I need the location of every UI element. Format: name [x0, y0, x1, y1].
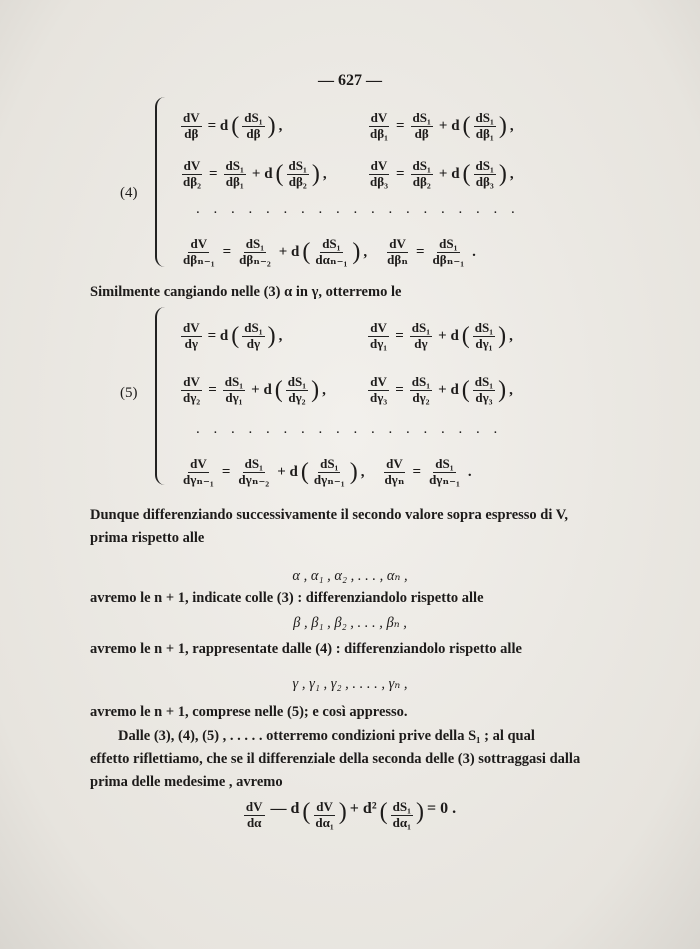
numerator: dS₁ — [475, 157, 494, 173]
fraction — [474, 159, 496, 190]
left-brace — [155, 97, 165, 267]
equation-label: (4) — [120, 185, 138, 201]
fraction — [474, 111, 496, 142]
numerator: dV — [183, 157, 201, 173]
operator: + d — [251, 381, 272, 398]
fraction — [385, 237, 410, 268]
equation — [365, 159, 517, 190]
fraction — [181, 111, 202, 142]
fraction — [427, 457, 462, 488]
operator: = — [208, 165, 218, 182]
operator: = — [395, 117, 405, 134]
fraction — [223, 375, 245, 406]
close-paren: ) — [267, 113, 276, 139]
operator: = — [222, 243, 232, 260]
equation — [365, 111, 517, 142]
numerator: dS₁ — [225, 157, 244, 173]
denominator: dβ₃ — [370, 173, 388, 189]
operator: + d — [438, 165, 460, 182]
close-paren: ) — [498, 161, 507, 187]
ellipsis-row: . . . . . . . . . . . . . . . . . . — [196, 421, 503, 437]
denominator: dγₙ₋₂ — [238, 471, 270, 487]
equation — [382, 237, 479, 268]
denominator: dβ₂ — [412, 173, 431, 189]
paragraph-line: Dunque differenziando successivamente il secondo valore sopra espresso di V, — [90, 507, 568, 523]
fraction — [391, 800, 413, 831]
operator: , — [509, 117, 514, 134]
numerator: dS₁ — [322, 235, 341, 251]
denominator: dβ — [414, 125, 429, 141]
equation — [178, 159, 353, 190]
numerator: dS₁ — [411, 319, 431, 335]
denominator: dγ — [184, 335, 198, 351]
operator: = — [415, 243, 425, 260]
operator: . — [467, 463, 472, 480]
fraction — [242, 111, 264, 142]
open-paren: ( — [300, 459, 309, 485]
paragraph-line: avremo le n + 1, rappresentate dalle (4) : differenziandolo rispetto alle — [90, 641, 522, 657]
numerator: dS₁ — [439, 235, 458, 251]
numerator: dV — [370, 157, 388, 173]
operator: = d — [207, 117, 229, 134]
close-paren: ) — [498, 323, 507, 349]
fraction — [473, 375, 495, 406]
denominator: dβ₃ — [475, 173, 494, 189]
close-paren: ) — [416, 799, 424, 825]
denominator: dβ₁ — [225, 173, 244, 189]
numerator: dV — [370, 373, 387, 389]
operator: . — [472, 243, 476, 260]
open-paren: ( — [462, 161, 471, 187]
paragraph-line: Similmente cangiando nelle (3) α in γ, otterremo le — [90, 284, 402, 300]
left-brace — [155, 307, 165, 485]
beta-list: β , β₁ , β₂ , . . . , βₙ , — [293, 615, 407, 631]
operator: + d — [277, 463, 298, 480]
equation-row — [178, 313, 516, 359]
open-paren: ( — [274, 377, 283, 403]
numerator: dS₁ — [411, 373, 431, 389]
fraction — [473, 321, 495, 352]
open-paren: ( — [379, 799, 388, 825]
fraction — [368, 111, 390, 142]
equation-row — [178, 449, 475, 495]
denominator: dγ — [414, 335, 428, 351]
equation-row — [178, 229, 479, 275]
close-paren: ) — [352, 239, 361, 265]
equation — [178, 457, 367, 488]
close-paren: ) — [311, 161, 320, 187]
denominator: dγ₂ — [288, 389, 306, 405]
denominator: dβ — [246, 125, 261, 141]
fraction — [312, 457, 347, 488]
numerator: dS₁ — [412, 157, 431, 173]
denominator: dγ₁ — [475, 335, 493, 351]
numerator: dV — [183, 373, 200, 389]
numerator: dV — [183, 109, 200, 125]
equation — [178, 111, 353, 142]
operator: = — [395, 381, 404, 398]
denominator: dβ₁ — [475, 125, 494, 141]
denominator: dγ₃ — [370, 389, 388, 405]
final-equation — [0, 800, 700, 831]
open-paren: ( — [231, 113, 240, 139]
numerator: dV — [245, 799, 263, 814]
gamma-list: γ , γ₁ , γ₂ , . . . . , γₙ , — [292, 676, 408, 692]
numerator: dS₁ — [288, 157, 307, 173]
numerator: dV — [389, 235, 406, 251]
paragraph-line: avremo le n + 1, indicate colle (3) : differenziandolo rispetto alle — [90, 590, 484, 606]
denominator: dα — [246, 814, 262, 830]
denominator: dα₁ — [315, 814, 334, 830]
page-number: — 627 — — [318, 72, 382, 89]
fraction — [410, 375, 432, 406]
fraction — [410, 321, 432, 352]
fraction — [181, 159, 203, 190]
operator: , — [509, 165, 514, 182]
denominator: dγ — [246, 335, 261, 351]
operator: , — [509, 381, 513, 398]
paragraph-line: Dalle (3), (4), (5) , . . . . . otterremo condizioni prive della S₁ ; al qual — [118, 728, 535, 744]
equation-row — [178, 151, 517, 197]
numerator: dS₁ — [475, 109, 494, 125]
open-paren: ( — [462, 113, 471, 139]
numerator: dV — [183, 319, 200, 335]
denominator: dβ₂ — [183, 173, 201, 189]
paragraph-line: prima rispetto alle — [90, 530, 205, 546]
equation — [365, 321, 516, 352]
operator: — d — [270, 800, 300, 817]
operator: , — [322, 381, 326, 398]
denominator: dγ₁ — [370, 335, 388, 351]
denominator: dγ₂ — [412, 389, 430, 405]
denominator: dβ₁ — [370, 125, 388, 141]
fraction — [313, 800, 335, 831]
close-paren: ) — [349, 459, 358, 485]
ellipsis-row: . . . . . . . . . . . . . . . . . . . — [196, 201, 520, 217]
equation — [178, 321, 353, 352]
fraction — [411, 159, 433, 190]
fraction — [368, 159, 390, 190]
paragraph-line: effetto riflettiamo, che se il differenziale della seconda delle (3) sottraggasi dalla — [90, 751, 581, 767]
denominator: dγ₃ — [475, 389, 493, 405]
paragraph-line: avremo le n + 1, comprese nelle (5); e così appresso. — [90, 704, 408, 720]
operator: = 0 . — [427, 800, 457, 817]
numerator: dV — [316, 799, 333, 814]
fraction — [181, 375, 202, 406]
denominator: dβₙ — [387, 251, 408, 267]
fraction — [313, 237, 349, 268]
operator: = — [221, 463, 231, 480]
numerator: dS₁ — [287, 373, 307, 389]
open-paren: ( — [302, 239, 311, 265]
numerator: dS₁ — [412, 109, 431, 125]
operator: = — [395, 165, 405, 182]
numerator: dS₁ — [244, 319, 263, 335]
operator: + d — [438, 117, 460, 134]
close-paren: ) — [498, 377, 507, 403]
fraction — [236, 457, 271, 488]
numerator: dS₁ — [244, 109, 263, 125]
equation — [365, 375, 516, 406]
numerator: dS₁ — [392, 799, 411, 814]
operator: , — [509, 327, 513, 344]
denominator: dβₙ₋₂ — [239, 251, 271, 267]
numerator: dS₁ — [474, 373, 494, 389]
operator: + d — [438, 327, 459, 344]
equation — [178, 237, 370, 268]
equation-system-5 — [100, 305, 660, 490]
fraction — [224, 159, 246, 190]
paragraph-line: prima delle medesime , avremo — [90, 774, 283, 790]
equation-label: (5) — [120, 385, 138, 401]
denominator: dαₙ₋₁ — [315, 251, 348, 267]
operator: = d — [207, 327, 229, 344]
operator: , — [278, 327, 283, 344]
denominator: dβ₂ — [288, 173, 307, 189]
fraction — [287, 159, 309, 190]
operator: , — [322, 165, 327, 182]
open-paren: ( — [275, 161, 284, 187]
operator: = — [412, 463, 422, 480]
fraction — [237, 237, 273, 268]
fraction — [431, 237, 467, 268]
open-paren: ( — [302, 799, 311, 825]
open-paren: ( — [461, 323, 470, 349]
close-paren: ) — [267, 323, 276, 349]
fraction — [286, 375, 308, 406]
denominator: dβₙ₋₁ — [183, 251, 215, 267]
operator: + d — [251, 165, 273, 182]
close-paren: ) — [498, 113, 507, 139]
numerator: dS₁ — [244, 455, 263, 471]
fraction — [242, 321, 264, 352]
numerator: dV — [370, 109, 388, 125]
fraction — [368, 375, 389, 406]
equation-row — [178, 367, 516, 413]
equation — [178, 375, 353, 406]
equation-system-4 — [100, 95, 660, 270]
alpha-list: α , α₁ , α₂ , . . . , αₙ , — [292, 568, 408, 584]
numerator: dS₁ — [320, 455, 339, 471]
operator: = — [395, 327, 404, 344]
numerator: dS₁ — [435, 455, 454, 471]
denominator: dγ₁ — [225, 389, 243, 405]
denominator: dγ₂ — [183, 389, 201, 405]
denominator: dγₙ₋₁ — [183, 471, 214, 487]
open-paren: ( — [461, 377, 470, 403]
fraction — [368, 321, 389, 352]
denominator: dα₁ — [392, 814, 411, 830]
denominator: dγₙ — [384, 471, 405, 487]
fraction — [244, 800, 265, 831]
open-paren: ( — [231, 323, 240, 349]
operator: , — [278, 117, 283, 134]
denominator: dβₙ₋₁ — [432, 251, 465, 267]
operator: + d — [438, 381, 459, 398]
numerator: dS₁ — [474, 319, 494, 335]
operator: + d² — [349, 800, 377, 817]
numerator: dV — [386, 455, 403, 471]
numerator: dS₁ — [245, 235, 265, 251]
fraction — [411, 111, 433, 142]
operator: , — [363, 243, 368, 260]
operator: = — [208, 381, 217, 398]
fraction — [181, 457, 216, 488]
numerator: dS₁ — [224, 373, 244, 389]
close-paren: ) — [311, 377, 320, 403]
numerator: dV — [370, 319, 387, 335]
denominator: dγₙ₋₁ — [313, 471, 345, 487]
fraction — [382, 457, 406, 488]
equation-row — [178, 103, 517, 149]
numerator: dV — [190, 235, 208, 251]
equation — [379, 457, 474, 488]
denominator: dγₙ₋₁ — [429, 471, 460, 487]
operator: + d — [278, 243, 300, 260]
denominator: dβ — [184, 125, 199, 141]
numerator: dV — [190, 455, 207, 471]
fraction — [181, 321, 202, 352]
fraction — [181, 237, 217, 268]
operator: , — [360, 463, 365, 480]
close-paren: ) — [338, 799, 347, 825]
